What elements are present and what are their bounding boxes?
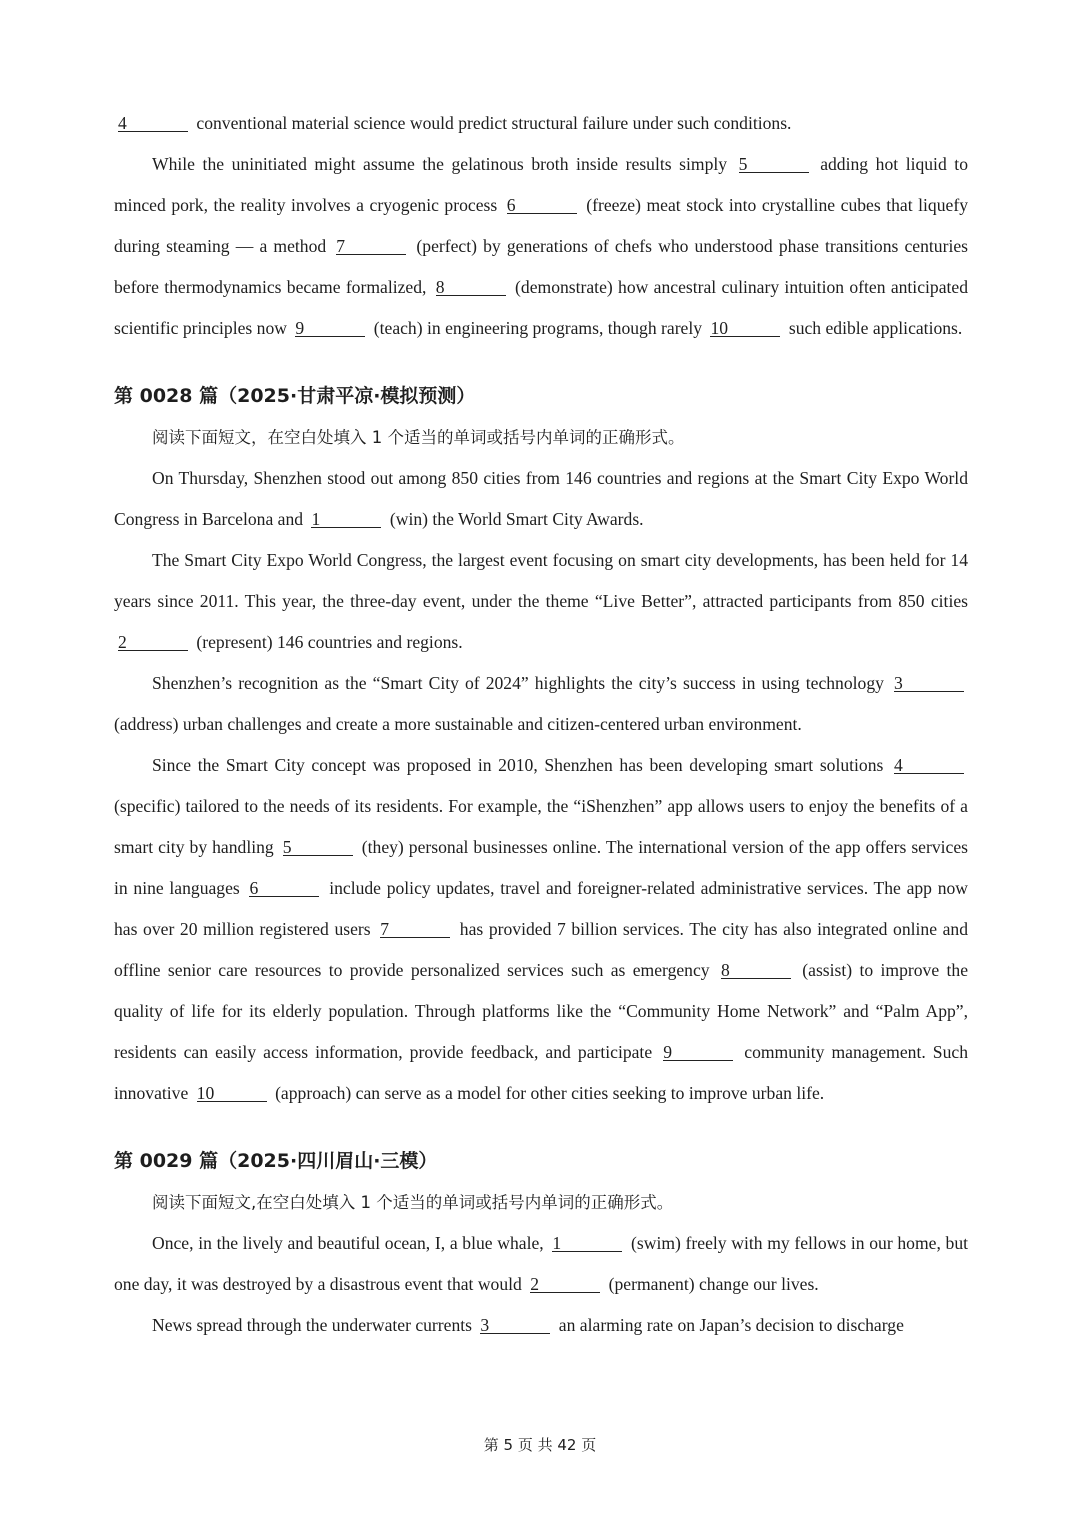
blank-5: 5 xyxy=(739,156,809,173)
blank-3: 3 xyxy=(894,675,964,692)
paragraph-text: (demonstrate) how ancestral culinary intuition often anticipated scientific principles now xyxy=(114,277,968,338)
blank-1: 1 xyxy=(552,1235,622,1252)
blank-4: 4 xyxy=(894,757,964,774)
paragraph-text: (win) the World Smart City Awards. xyxy=(385,509,644,529)
paragraph xyxy=(114,663,968,745)
blank-3: 3 xyxy=(480,1317,550,1334)
blank-6: 6 xyxy=(249,880,319,897)
blank-10: 10 xyxy=(710,320,780,337)
paragraph-text: (approach) can serve as a model for other cities seeking to improve urban life. xyxy=(270,1083,825,1103)
blank-9: 9 xyxy=(295,320,365,337)
paragraph-text: Shenzhen’s recognition as the “Smart City of 2024” highlights the city’s success in using technology xyxy=(152,673,890,693)
blank-5: 5 xyxy=(283,839,353,856)
paragraph-text: On Thursday, Shenzhen stood out among 850 cities from 146 countries and regions at the Smart City Expo World Congress in Barcelona and xyxy=(114,468,968,529)
paragraph-text: The Smart City Expo World Congress, the largest event focusing on smart city developments, has been held for 14 years since 2011. This year, the three-day event, under the theme “Live Better”, attracted participants from 850 cities xyxy=(114,550,968,611)
paragraph-text: conventional material science would predict structural failure under such conditions. xyxy=(192,113,792,133)
paragraph-text: (represent) 146 countries and regions. xyxy=(192,632,463,652)
paragraph xyxy=(114,745,968,1114)
blank-8: 8 xyxy=(721,962,791,979)
paragraph-text: (specific) tailored to the needs of its residents. For example, the “iShenzhen” app allows users to enjoy the benefits of a smart city by handling xyxy=(114,796,968,857)
paragraph-text: (freeze) meat stock into crystalline cubes that liquefy during steaming — a method xyxy=(114,195,968,256)
paragraph-text: (teach) in engineering programs, though rarely xyxy=(369,318,707,338)
paragraph-text: Once, in the lively and beautiful ocean, I, a blue whale, xyxy=(152,1233,549,1253)
paragraph-text: News spread through the underwater currents xyxy=(152,1315,477,1335)
paragraph-text: (address) urban challenges and create a more sustainable and citizen-centered urban environment. xyxy=(114,714,802,734)
paragraph-text: include policy updates, travel and foreigner-related administrative services. The app now has over 20 million registered users xyxy=(114,878,968,939)
blank-10: 10 xyxy=(197,1085,267,1102)
paragraph-text: While the uninitiated might assume the gelatinous broth inside results simply xyxy=(152,154,735,174)
blank-2: 2 xyxy=(530,1276,600,1293)
blank-7: 7 xyxy=(336,238,406,255)
paragraph-text: (assist) to improve the quality of life for its elderly population. Through platforms like the “Community Home Network” and “Palm App”, residents can easily access information, provide feedback, and participate xyxy=(114,960,969,1062)
paragraph-text: (permanent) change our lives. xyxy=(604,1274,819,1294)
paragraph-text: has provided 7 billion services. The city has also integrated online and offline senior care resources to provide personalized services such as emergency xyxy=(114,919,968,980)
blank-1: 1 xyxy=(311,511,381,528)
blank-7: 7 xyxy=(380,921,450,938)
paragraph-text: community management. Such innovative xyxy=(114,1042,968,1103)
paragraph-text: such edible applications. xyxy=(784,318,963,338)
instruction: 阅读下面短文，在空白处填入 1 个适当的单词或括号内单词的正确形式。 xyxy=(152,428,685,447)
blank-8: 8 xyxy=(436,279,506,296)
paragraph-text: (they) personal businesses online. The international version of the app offers services in nine languages xyxy=(114,837,968,898)
paragraph xyxy=(114,103,968,144)
paragraph-text: adding hot liquid to minced pork, the reality involves a cryogenic process xyxy=(114,154,968,215)
paragraph xyxy=(114,1223,968,1305)
paragraph-text: (swim) freely with my fellows in our home, but one day, it was destroyed by a disastrous event that would xyxy=(114,1233,968,1294)
blank-9: 9 xyxy=(663,1044,733,1061)
blank-6: 6 xyxy=(507,197,577,214)
paragraph-text: an alarming rate on Japan’s decision to discharge xyxy=(554,1315,904,1335)
section-heading: 第 0029 篇（2025·四川眉山·三模） xyxy=(114,1150,438,1172)
section-heading: 第 0028 篇（2025·甘肃平凉·模拟预测） xyxy=(114,385,476,407)
page-footer: 第 5 页 共 42 页 xyxy=(483,1436,597,1454)
paragraph-text: Since the Smart City concept was proposed in 2010, Shenzhen has been developing smart solutions xyxy=(152,755,890,775)
instruction: 阅读下面短文,在空白处填入 1 个适当的单词或括号内单词的正确形式。 xyxy=(152,1193,674,1212)
page-content xyxy=(114,103,968,1346)
paragraph xyxy=(114,540,968,663)
paragraph xyxy=(114,1305,968,1346)
blank-4: 4 xyxy=(118,115,188,132)
paragraph-text: (perfect) by generations of chefs who understood phase transitions centuries before thermodynamics became formalized, xyxy=(114,236,968,297)
paragraph xyxy=(114,458,968,540)
blank-2: 2 xyxy=(118,634,188,651)
paragraph xyxy=(114,144,968,349)
